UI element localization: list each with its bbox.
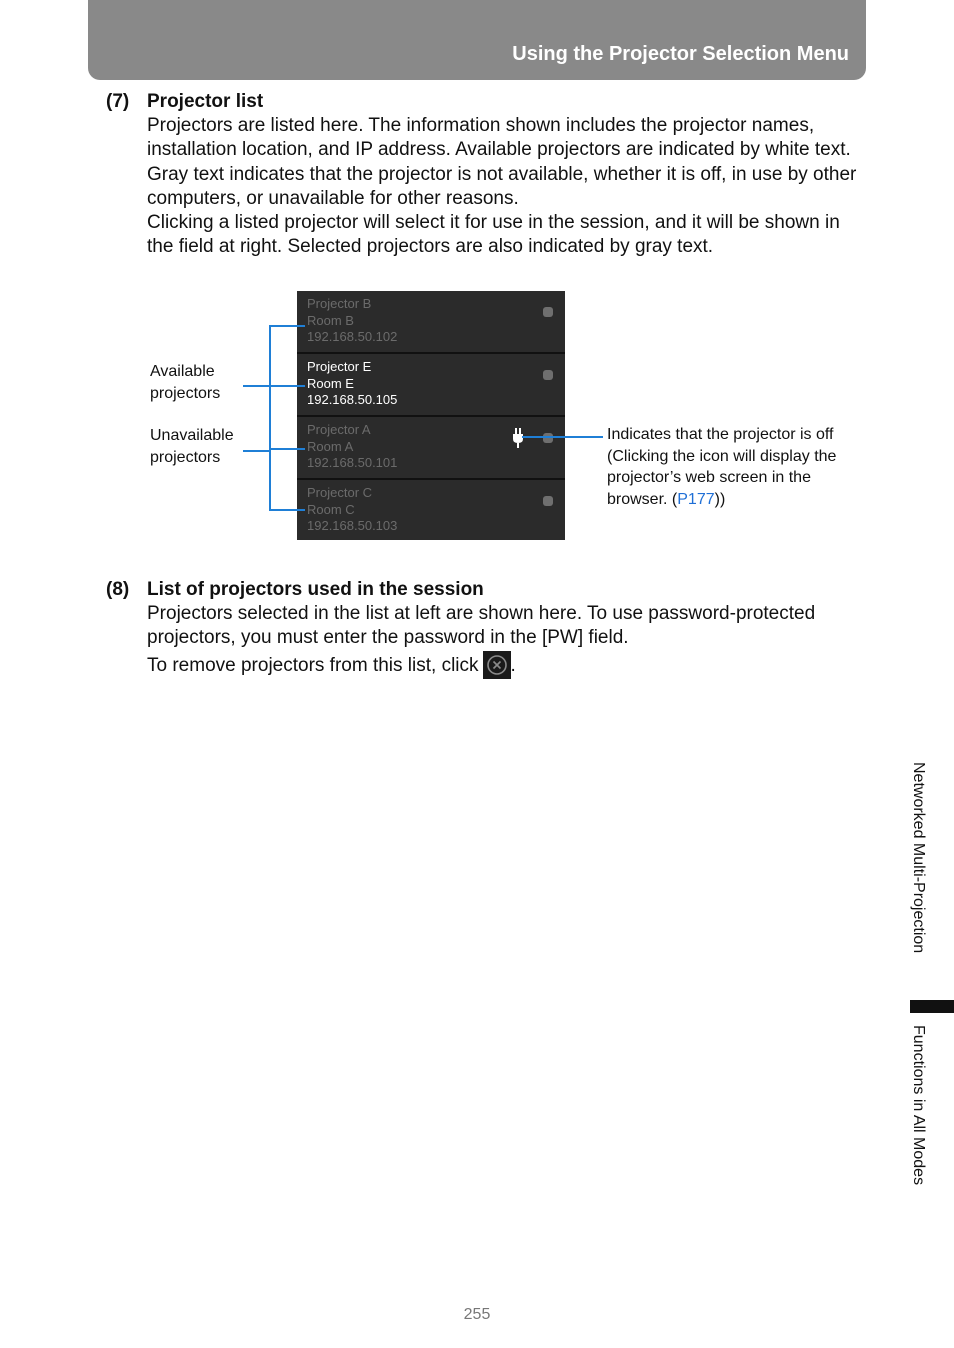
remove-x-icon — [483, 651, 511, 679]
projector-room: Room A — [307, 438, 354, 454]
section-title: Projector list — [147, 91, 264, 112]
section-session-list — [106, 578, 866, 688]
projector-name: Projector A — [307, 422, 371, 437]
side-tab-marker — [910, 1000, 954, 1013]
paragraph: Projectors are listed here. The information shown includes the projector names, installation location, and IP address. Available projectors are indicated by white text. — [147, 115, 851, 161]
label-line: Unavailable — [150, 427, 234, 444]
projector-room: Room C — [307, 501, 355, 517]
paragraph — [147, 651, 857, 679]
text: . — [510, 654, 516, 676]
projector-ip: 192.168.50.105 — [307, 392, 398, 408]
label-line: projectors — [150, 385, 221, 402]
note-end: )) — [714, 490, 726, 508]
page-number: 255 — [463, 1306, 491, 1323]
section-title: List of projectors used in the session — [147, 579, 484, 600]
header-title: Using the Projector Selection Menu — [512, 43, 849, 65]
paragraph: Projectors selected in the list at left are shown here. To use password-protected projectors, you must enter the password in the [PW] field. — [147, 603, 816, 649]
projector-name: Projector B — [307, 296, 372, 311]
projector-ip: 192.168.50.103 — [307, 518, 398, 534]
power-icon-note — [607, 424, 852, 510]
text: To remove projectors from this list, click — [147, 654, 479, 676]
projector-name: Projector E — [307, 359, 372, 374]
section-number: (8) — [106, 579, 130, 600]
section-body — [147, 578, 857, 679]
projector-ip: 192.168.50.101 — [307, 455, 398, 471]
projector-ip: 192.168.50.102 — [307, 329, 398, 345]
available-label — [150, 361, 220, 405]
note-text: Indicates that the projector is off (Clicking the icon will display the projector’s web screen in the browser. ( — [607, 426, 837, 508]
projector-room: Room B — [307, 312, 354, 328]
page-link[interactable]: P177 — [677, 490, 715, 508]
paragraph: Gray text indicates that the projector is not available, whether it is off, in use by other computers, or unavailable for other reasons. — [147, 163, 857, 209]
section-number: (7) — [106, 91, 130, 112]
side-tab-functions[interactable]: Functions in All Modes — [910, 1025, 927, 1186]
unavailable-label — [150, 425, 234, 469]
side-tab-networked[interactable]: Networked Multi-Projection — [910, 762, 927, 954]
projector-name: Projector C — [307, 485, 373, 500]
projector-room: Room E — [307, 375, 354, 391]
label-line: Available — [150, 363, 215, 380]
paragraph: Clicking a listed projector will select it for use in the session, and it will be shown in the field at right. Selected projectors are also indicated by gray text. — [147, 212, 840, 258]
label-line: projectors — [150, 449, 221, 466]
